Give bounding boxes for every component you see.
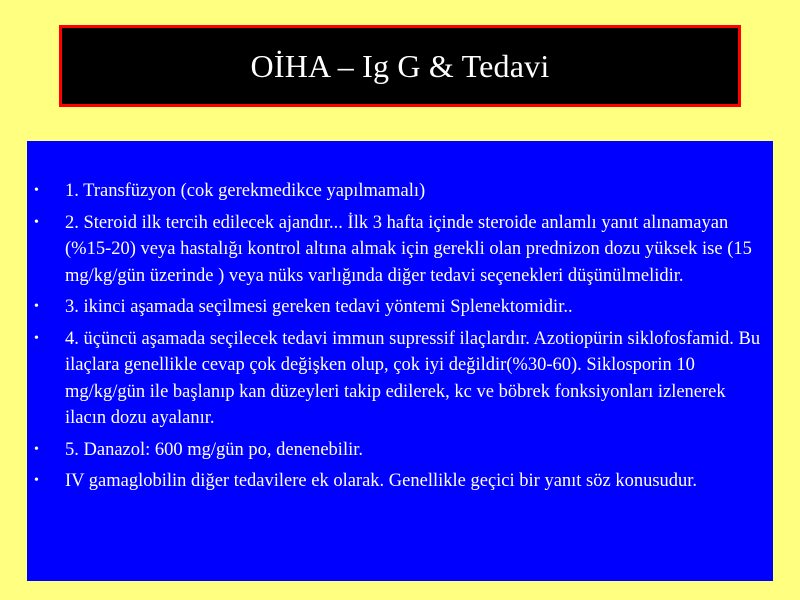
bullet-text: 3. ikinci aşamada seçilmesi gereken tedavi yöntemi Splenektomidir..	[65, 297, 573, 317]
bullet-list	[27, 178, 767, 500]
list-item	[27, 437, 767, 464]
bullet-dot: •	[34, 183, 39, 198]
list-item	[27, 294, 767, 321]
bullet-text: 4. üçüncü aşamada seçilecek tedavi immun supressif ilaçlardır. Azotiopürin siklofosfamid. Bu ilaçlara genellikle cevap çok değişken olup, çok iyi değildir(%30-60). Siklosporin 10 mg/kg/gün ile başlanıp kan düzeyleri takip edilerek, kc ve böbrek fonksiyonları izlenerek ilacın dozu ayalanır.	[65, 328, 761, 428]
bullet-text: 1. Transfüzyon (cok gerekmedikce yapılmamalı)	[65, 181, 426, 201]
bullet-dot: •	[34, 330, 39, 346]
bullet-text: 5. Danazol: 600 mg/gün po, denenebilir.	[65, 439, 363, 460]
bullet-dot: •	[34, 299, 39, 314]
title-box	[59, 25, 741, 107]
bullet-text: IV gamaglobilin diğer tedavilere ek olarak. Genellikle geçici bir yanıt söz konusudur.	[65, 471, 698, 491]
bullet-dot: •	[34, 214, 39, 230]
list-item	[27, 210, 767, 290]
list-item	[27, 326, 767, 432]
content-box	[27, 141, 773, 581]
slide-title: OİHA – Ig G & Tedavi	[250, 47, 550, 84]
list-item	[27, 468, 767, 495]
list-item	[27, 178, 767, 205]
bullet-dot: •	[34, 473, 39, 488]
bullet-text: 2. Steroid ilk tercih edilecek ajandır... İlk 3 hafta içinde steroide anlamlı yanıt alınamayan (%15-20) veya hastalığı kontrol altına almak için gerekli olan prednizon dozu yüksek ise (15 mg/kg/gün üzerinde ) veya nüks varlığında diğer tedavi seçenekleri düşünülmelidir.	[65, 212, 752, 286]
bullet-dot: •	[34, 441, 39, 457]
